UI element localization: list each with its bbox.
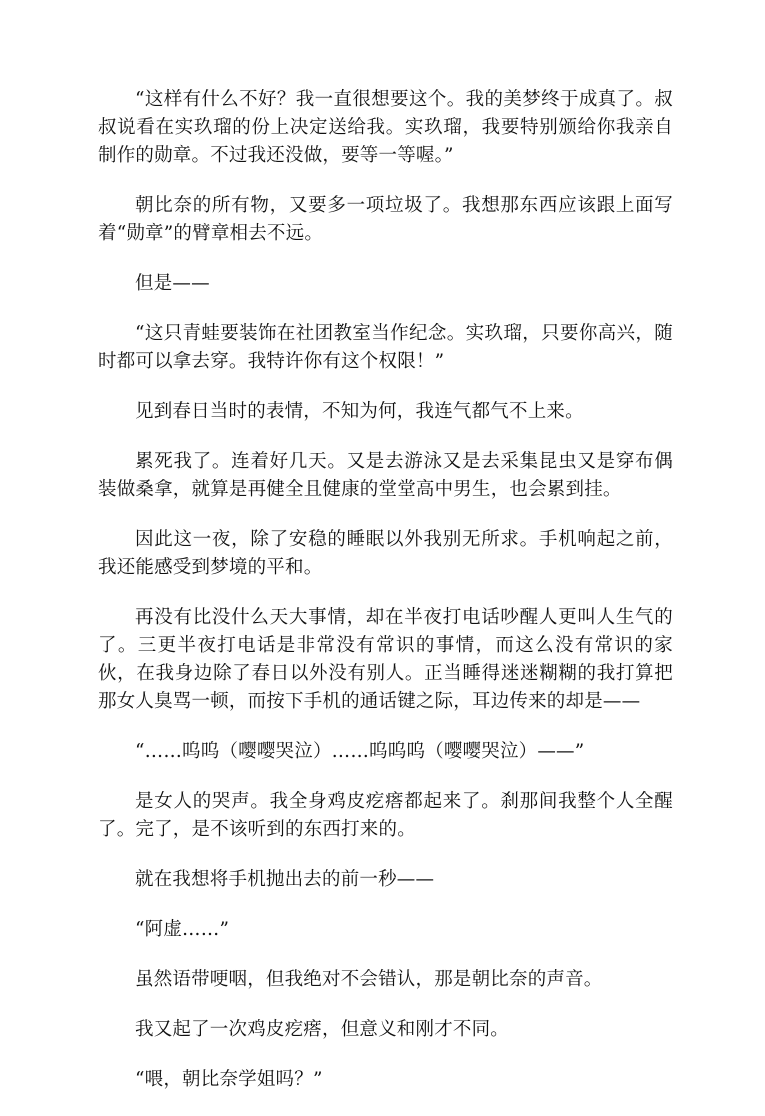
- paragraph: 朝比奈的所有物，又要多一项垃圾了。我想那东西应该跟上面写着“勋章”的臂章相去不远。: [98, 195, 673, 244]
- paragraph: “这只青蛙要装饰在社团教室当作纪念。实玖瑠，只要你高兴，随时都可以拿去穿。我特许你有这个权限！”: [98, 323, 673, 372]
- paragraph: 就在我想将手机抛出去的前一秒——: [135, 869, 435, 890]
- paragraph: 我又起了一次鸡皮疙瘩，但意义和刚才不同。: [135, 1019, 510, 1040]
- paragraph: 是女人的哭声。我全身鸡皮疙瘩都起来了。刹那间我整个人全醒了。完了，是不该听到的东西打来的。: [98, 791, 673, 840]
- paragraph: “阿虚……”: [135, 919, 230, 940]
- paragraph: 但是——: [135, 273, 210, 294]
- paragraph: “喂，朝比奈学姐吗？”: [135, 1069, 323, 1090]
- paragraph: 再没有比没什么天大事情，却在半夜打电话吵醒人更叫人生气的了。三更半夜打电话是非常没有常识的事情，而这么没有常识的家伙，在我身边除了春日以外没有别人。正当睡得迷迷糊糊的我打算把那女人臭骂一顿，而按下手机的通话键之际，耳边传来的却是——: [98, 607, 673, 712]
- document-body: [98, 86, 673, 1116]
- paragraph: “……呜呜（嘤嘤哭泣）……呜呜呜（嘤嘤哭泣）——”: [135, 741, 585, 762]
- paragraph: 见到春日当时的表情，不知为何，我连气都气不上来。: [135, 401, 584, 422]
- paragraph: 因此这一夜，除了安稳的睡眠以外我别无所求。手机响起之前，我还能感受到梦境的平和。: [98, 529, 673, 578]
- paragraph: “这样有什么不好？我一直很想要这个。我的美梦终于成真了。叔叔说看在实玖瑠的份上决定送给我。实玖瑠，我要特别颁给你我亲自制作的勋章。不过我还没做，要等一等喔。”: [98, 89, 673, 166]
- paragraph: 虽然语带哽咽，但我绝对不会错认，那是朝比奈的声音。: [135, 969, 603, 990]
- paragraph: 累死我了。连着好几天。又是去游泳又是去采集昆虫又是穿布偶装做桑拿，就算是再健全且健康的堂堂高中男生，也会累到挂。: [98, 451, 673, 500]
